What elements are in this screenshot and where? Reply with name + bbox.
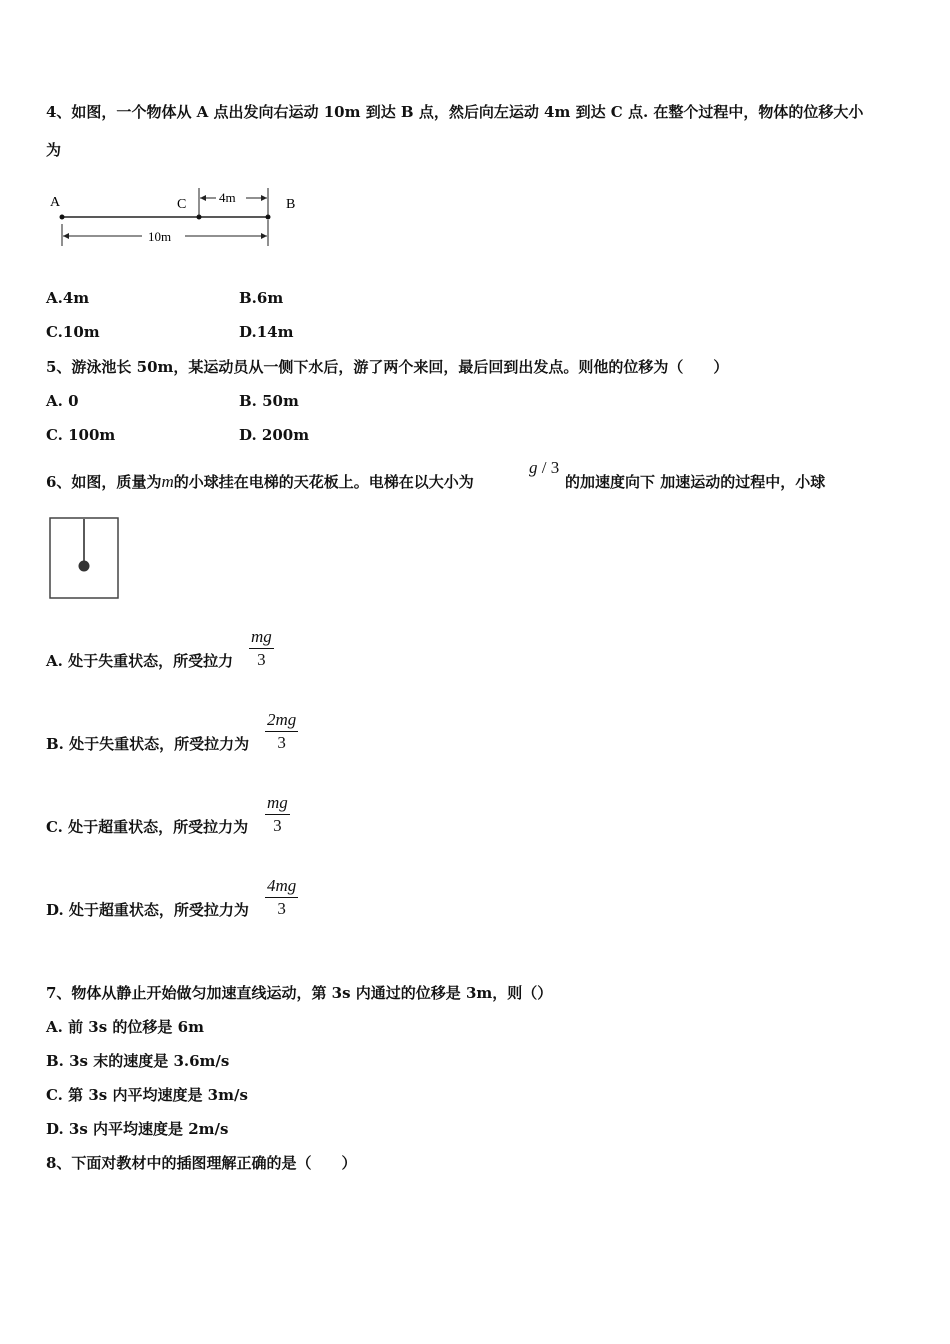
q5-option-b[interactable]: B. 50m <box>239 392 299 410</box>
q6-option-a-num: mg <box>249 626 274 649</box>
q4-stem-line2: 为 <box>46 141 62 159</box>
q6-option-c-fraction <box>265 792 290 837</box>
q4-stem-line1: 4、如图，一个物体从 A 点出发向右运动 10m 到达 B 点，然后向左运动 4m 到达 C 点. 在整个过程中，物体的位移大小 <box>46 103 864 121</box>
q6-stem-part3: 的加速度向下 加速运动的过程中，小球 <box>565 473 826 491</box>
q6-option-b-den: 3 <box>277 733 286 752</box>
q6-stem-part2: 的小球挂在电梯的天花板上。电梯在以大小为 <box>173 473 474 491</box>
q6-option-c[interactable]: C. 处于超重状态，所受拉力为 <box>46 818 249 836</box>
q6-option-d-fraction <box>265 875 298 920</box>
q4-dim-bottom: 10m <box>148 229 172 244</box>
q4-displacement-figure <box>40 180 320 260</box>
q6-option-c-num: mg <box>265 792 290 815</box>
q6-option-a-fraction <box>249 626 274 671</box>
q4-label-b: B <box>286 197 296 212</box>
q6-over-3: / 3 <box>537 458 560 477</box>
q7-option-d[interactable]: D. 3s 内平均速度是 2m/s <box>46 1120 229 1138</box>
q4-dim-top: 4m <box>219 190 236 205</box>
q4-option-c[interactable]: C.10m <box>46 323 100 341</box>
q4-option-b[interactable]: B.6m <box>239 289 284 307</box>
q8-stem: 8、下面对教材中的插图理解正确的是（ ） <box>46 1154 357 1172</box>
q7-option-b[interactable]: B. 3s 末的速度是 3.6m/s <box>46 1052 230 1070</box>
q6-g-symbol: g <box>529 458 538 477</box>
q6-option-a-den: 3 <box>257 650 266 669</box>
q7-option-c[interactable]: C. 第 3s 内平均速度是 3m/s <box>46 1086 248 1104</box>
q6-option-b-num: 2mg <box>265 709 298 732</box>
q6-option-d-den: 3 <box>277 899 286 918</box>
q6-option-b-fraction <box>265 709 298 754</box>
q7-stem: 7、物体从静止开始做匀加速直线运动，第 3s 内通过的位移是 3m，则（） <box>46 984 553 1002</box>
q6-option-d[interactable]: D. 处于超重状态，所受拉力为 <box>46 901 249 919</box>
q6-option-a[interactable]: A. 处于失重状态，所受拉力 <box>46 652 234 670</box>
q4-option-d[interactable]: D.14m <box>239 323 294 341</box>
q5-option-a[interactable]: A. 0 <box>46 392 79 410</box>
q6-elevator-figure <box>46 515 126 605</box>
q6-stem-part1: 6、如图，质量为 <box>46 473 162 491</box>
q6-option-d-num: 4mg <box>265 875 298 898</box>
q5-option-c[interactable]: C. 100m <box>46 426 116 444</box>
q5-stem: 5、游泳池长 50m，某运动员从一侧下水后，游了两个来回，最后回到出发点。则他的位移为（ ） <box>46 358 729 376</box>
q6-stem <box>46 472 474 492</box>
q6-option-c-den: 3 <box>273 816 282 835</box>
q6-mass-symbol: m <box>161 472 174 491</box>
q4-option-a[interactable]: A.4m <box>46 289 90 307</box>
q4-label-c: C <box>177 197 187 212</box>
q6-option-b[interactable]: B. 处于失重状态，所受拉力为 <box>46 735 250 753</box>
q7-option-a[interactable]: A. 前 3s 的位移是 6m <box>46 1018 204 1036</box>
q5-option-d[interactable]: D. 200m <box>239 426 310 444</box>
q6-acceleration-expr <box>529 458 559 478</box>
q4-label-a: A <box>50 195 61 210</box>
